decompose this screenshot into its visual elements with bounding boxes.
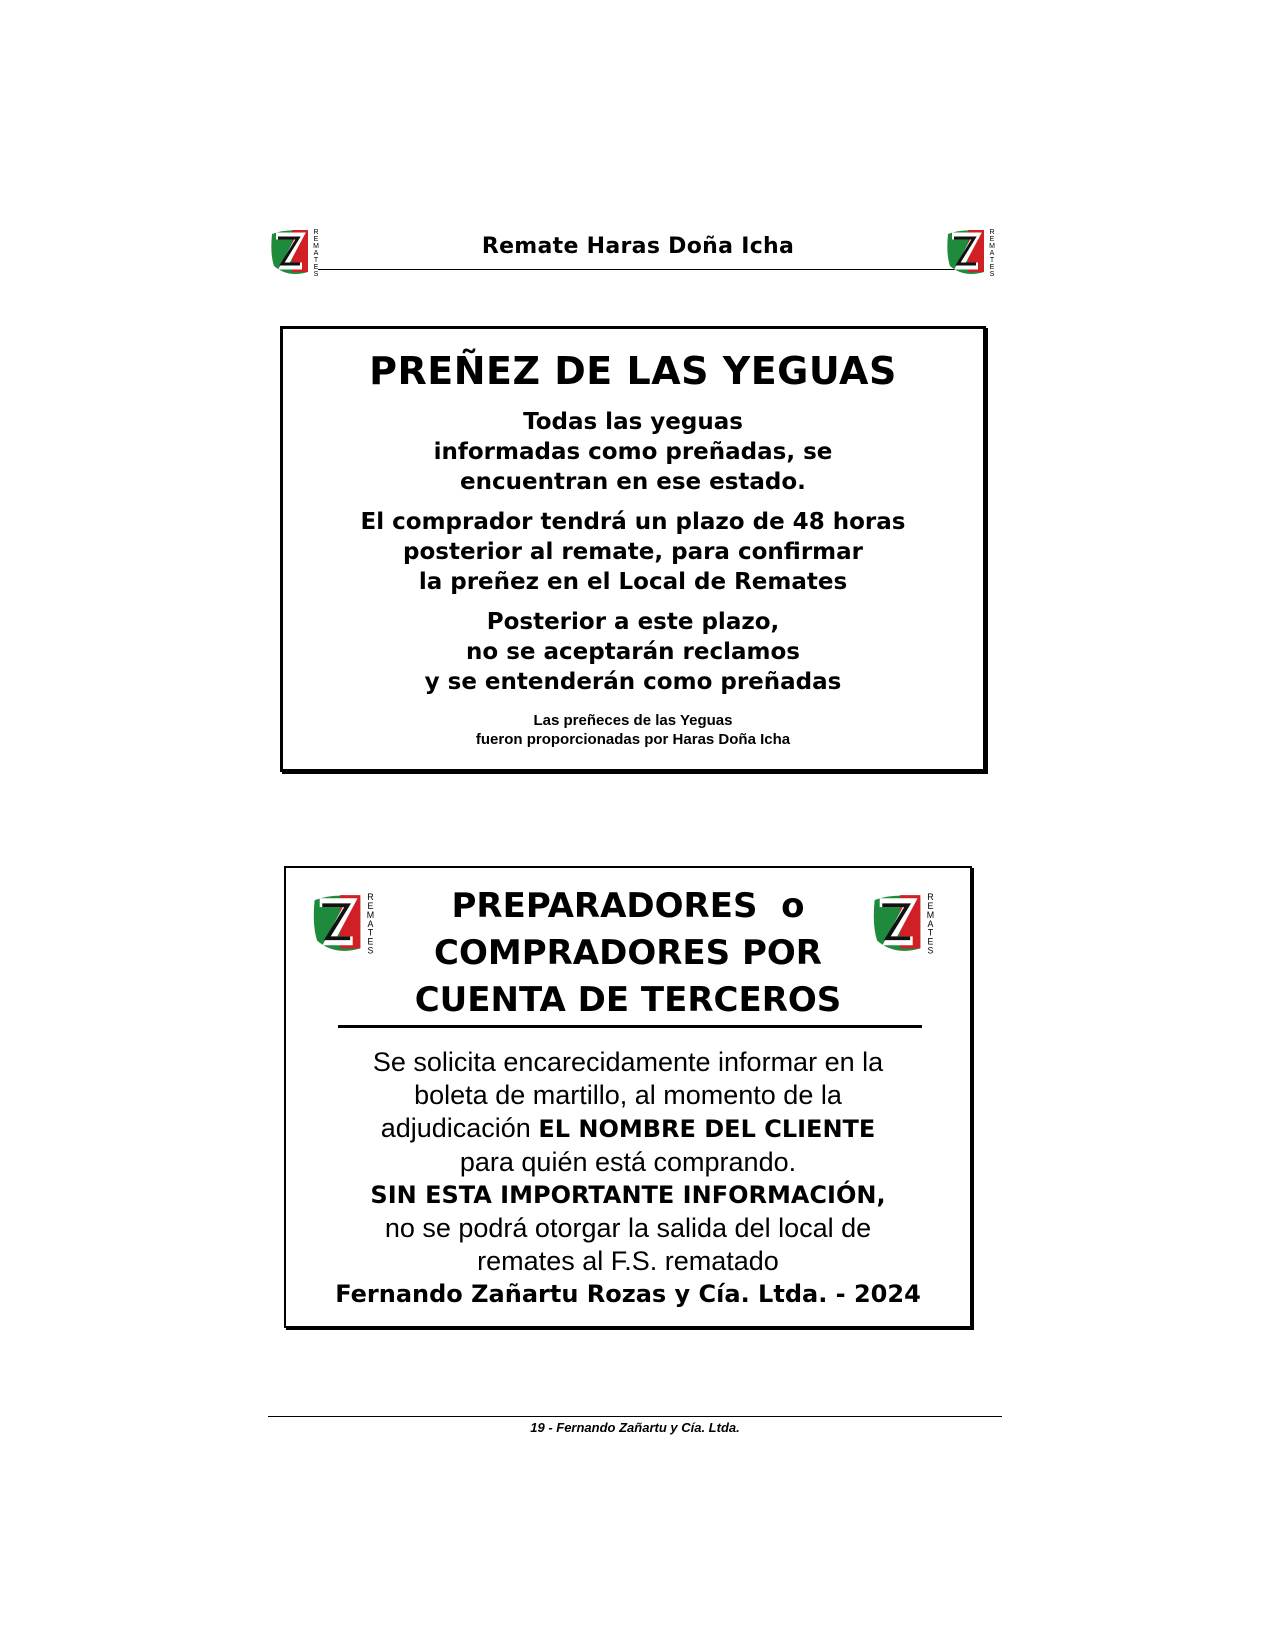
svg-text:E: E bbox=[989, 236, 995, 243]
warning-line: SIN ESTA IMPORTANTE INFORMACIÓN, bbox=[370, 1181, 886, 1209]
text-line: Todas las yeguas bbox=[523, 409, 743, 435]
svg-text:S: S bbox=[367, 945, 374, 956]
svg-text:E: E bbox=[367, 936, 374, 947]
pregnancy-notice-title: PREÑEZ DE LAS YEGUAS bbox=[369, 349, 897, 393]
pregnancy-paragraph-3 bbox=[283, 607, 983, 697]
page-title: Remate Haras Doña Icha bbox=[481, 234, 795, 259]
trainers-notice-title bbox=[286, 883, 970, 1024]
logo-icon bbox=[946, 226, 1001, 278]
trainers-notice-body bbox=[286, 1046, 970, 1311]
svg-text:R: R bbox=[989, 229, 995, 236]
svg-text:E: E bbox=[989, 264, 995, 271]
text-line: boleta de martillo, al momento de la bbox=[414, 1080, 842, 1110]
svg-text:E: E bbox=[313, 264, 319, 271]
title-line: PREPARADORES o bbox=[451, 886, 805, 926]
text-line: y se entenderán como preñadas bbox=[424, 669, 842, 695]
pregnancy-notice-box bbox=[280, 326, 986, 772]
svg-text:T: T bbox=[989, 257, 995, 264]
pregnancy-paragraph-2 bbox=[283, 507, 983, 597]
title-line: CUENTA DE TERCEROS bbox=[414, 980, 842, 1020]
svg-text:M: M bbox=[926, 909, 935, 920]
text-line: no se aceptarán reclamos bbox=[466, 639, 800, 665]
page-footer: 19 - Fernando Zañartu y Cía. Ltda. bbox=[530, 1420, 740, 1435]
svg-text:R: R bbox=[927, 892, 934, 903]
pregnancy-source-note bbox=[283, 711, 983, 749]
svg-text:T: T bbox=[367, 927, 374, 938]
company-signature: Fernando Zañartu Rozas y Cía. Ltda. - 2024 bbox=[335, 1280, 921, 1308]
svg-text:S: S bbox=[313, 271, 319, 278]
svg-text:A: A bbox=[989, 250, 995, 257]
text-line: la preñez en el Local de Remates bbox=[418, 569, 848, 595]
svg-text:S: S bbox=[989, 271, 995, 278]
svg-text:E: E bbox=[313, 236, 319, 243]
logo-icon bbox=[270, 226, 325, 278]
text-line: informadas como preñadas, se bbox=[433, 439, 833, 465]
text-fragment: adjudicación bbox=[380, 1113, 539, 1143]
svg-text:A: A bbox=[927, 918, 934, 929]
text-line bbox=[286, 1112, 970, 1146]
text-line: Las preñeces de las Yeguas bbox=[533, 712, 733, 729]
text-line: Se solicita encarecidamente informar en la bbox=[372, 1047, 884, 1077]
svg-text:M: M bbox=[313, 243, 319, 250]
text-line: El comprador tendrá un plazo de 48 horas bbox=[360, 509, 906, 535]
svg-text:S: S bbox=[927, 945, 934, 956]
text-line: Posterior a este plazo, bbox=[486, 609, 780, 635]
pregnancy-paragraph-1 bbox=[283, 407, 983, 497]
text-line: no se podrá otorgar la salida del local de bbox=[384, 1213, 872, 1243]
header-rule bbox=[318, 269, 958, 270]
svg-text:R: R bbox=[313, 229, 319, 236]
svg-text:M: M bbox=[366, 909, 375, 920]
svg-text:T: T bbox=[313, 257, 319, 264]
svg-text:T: T bbox=[927, 927, 934, 938]
client-name-emphasis: EL NOMBRE DEL CLIENTE bbox=[538, 1115, 876, 1143]
svg-text:M: M bbox=[989, 243, 995, 250]
title-line: COMPRADORES POR bbox=[434, 933, 822, 973]
svg-text:R: R bbox=[367, 892, 374, 903]
svg-text:A: A bbox=[313, 250, 319, 257]
footer-rule bbox=[268, 1416, 1002, 1417]
text-line: para quién está comprando. bbox=[459, 1147, 797, 1177]
text-line: fueron proporcionadas por Haras Doña Icha bbox=[475, 731, 791, 748]
trainers-notice-box bbox=[284, 866, 972, 1328]
title-divider bbox=[338, 1025, 922, 1028]
svg-text:E: E bbox=[367, 901, 374, 912]
svg-text:E: E bbox=[927, 901, 934, 912]
text-line: remates al F.S. rematado bbox=[477, 1246, 779, 1276]
svg-text:E: E bbox=[927, 936, 934, 947]
text-line: posterior al remate, para confirmar bbox=[403, 539, 863, 565]
svg-text:A: A bbox=[367, 918, 374, 929]
text-line: encuentran en ese estado. bbox=[460, 469, 806, 495]
